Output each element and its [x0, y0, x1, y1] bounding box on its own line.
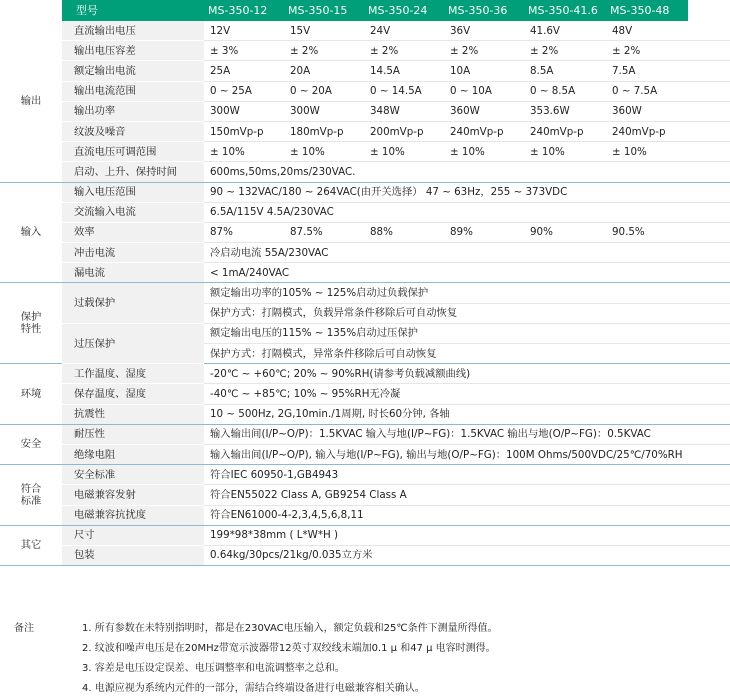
row-label: 电磁兼容发射	[62, 485, 204, 505]
spec-row	[0, 142, 730, 162]
row-label: 输出功率	[62, 101, 204, 121]
value-cell: 240mVp-p	[606, 121, 688, 141]
value-cell: 20A	[284, 61, 364, 81]
value-cell: 360W	[444, 101, 524, 121]
model-label: 型号	[62, 0, 204, 21]
row-label: 抗震性	[62, 404, 204, 424]
value-cell: 87.5%	[284, 222, 364, 242]
value-cell: 0 ~ 20A	[284, 81, 364, 101]
value-cell: ± 10%	[444, 142, 524, 162]
spec-row	[0, 202, 730, 222]
span-cell: 保护方式：打隔模式，异常条件移除后可自动恢复	[204, 344, 730, 364]
spec-row	[0, 283, 730, 303]
value-cell: 7.5A	[606, 61, 688, 81]
span-cell: 额定输出功率的105% ~ 125%启动过负载保护	[204, 283, 730, 303]
value-cell: ± 10%	[204, 142, 284, 162]
row-label: 直流电压可调范围	[62, 142, 204, 162]
row-label: 冲击电流	[62, 243, 204, 263]
model-name: MS-350-41.6	[524, 0, 606, 21]
span-cell: 符合EN61000-4-2,3,4,5,6,8,11	[204, 505, 730, 525]
value-cell: 360W	[606, 101, 688, 121]
value-cell: ± 2%	[606, 41, 688, 61]
row-label: 输出电压容差	[62, 41, 204, 61]
empty-cell	[688, 21, 730, 41]
row-label: 效率	[62, 222, 204, 242]
header-blank	[0, 0, 62, 21]
row-label: 漏电流	[62, 263, 204, 283]
spec-row	[0, 404, 730, 424]
model-name: MS-350-15	[284, 0, 364, 21]
value-cell: 180mVp-p	[284, 121, 364, 141]
span-cell: 6.5A/115V 4.5A/230VAC	[204, 202, 730, 222]
group-title-line: 符合	[20, 482, 42, 495]
span-cell: 保护方式：打隔模式，负载异常条件移除后可自动恢复	[204, 303, 730, 323]
spec-row	[0, 81, 730, 101]
value-cell: 8.5A	[524, 61, 606, 81]
value-cell: 240mVp-p	[524, 121, 606, 141]
value-cell: 200mVp-p	[364, 121, 444, 141]
span-cell: 输入输出间(I/P~O/P), 输入与地(I/P~FG), 输出与地(O/P~FG)：100M Ohms/500VDC/25℃/70%RH	[204, 444, 730, 464]
value-cell: ± 10%	[524, 142, 606, 162]
spec-row	[0, 444, 730, 464]
spec-row	[0, 222, 730, 242]
spec-row	[0, 364, 730, 384]
spec-row	[0, 323, 730, 343]
value-cell: ± 3%	[204, 41, 284, 61]
value-cell: 41.6V	[524, 21, 606, 41]
value-cell: 89%	[444, 222, 524, 242]
value-cell: 90%	[524, 222, 606, 242]
group-title-line: 其它	[20, 539, 42, 552]
value-cell: 0 ~ 10A	[444, 81, 524, 101]
spec-row	[0, 61, 730, 81]
spec-row	[0, 525, 730, 545]
spec-row	[0, 465, 730, 485]
group-title	[0, 364, 62, 425]
span-cell: 冷启动电流 55A/230VAC	[204, 243, 730, 263]
note-item: 2. 纹波和噪声电压是在20MHz带宽示波器带12英寸双绞线末端加0.1 μ 和47 μ 电容时测得。	[82, 643, 496, 654]
spec-row	[0, 384, 730, 404]
span-cell: -40℃ ~ +85℃; 10% ~ 95%RH无冷凝	[204, 384, 730, 404]
group-title-line: 输出	[20, 95, 42, 108]
value-cell: ± 2%	[444, 41, 524, 61]
header-blank	[688, 0, 730, 21]
span-cell: 0.64kg/30pcs/21kg/0.035立方米	[204, 545, 730, 565]
group-title-line: 输入	[20, 226, 42, 239]
spec-row	[0, 545, 730, 565]
value-cell: 0 ~ 14.5A	[364, 81, 444, 101]
value-cell: 300W	[284, 101, 364, 121]
row-label: 包装	[62, 545, 204, 565]
span-cell: 输入输出间(I/P~O/P)：1.5KVAC 输入与地(I/P~FG)：1.5KVAC 输出与地(O/P~FG)：0.5KVAC	[204, 424, 730, 444]
span-cell: 符合IEC 60950-1,GB4943	[204, 465, 730, 485]
empty-cell	[688, 81, 730, 101]
value-cell: 12V	[204, 21, 284, 41]
row-label: 耐压性	[62, 424, 204, 444]
row-label: 纹波及噪音	[62, 121, 204, 141]
span-cell: 199*98*38mm ( L*W*H )	[204, 525, 730, 545]
value-cell: 48V	[606, 21, 688, 41]
row-label: 额定输出电流	[62, 61, 204, 81]
model-name: MS-350-36	[444, 0, 524, 21]
note-item: 1. 所有参数在未特别指明时，都是在230VAC电压输入，额定负载和25℃条件下测量所得值。	[82, 623, 498, 634]
note-item: 4. 电源应视为系统内元件的一部分，需结合终端设备进行电磁兼容相关确认。	[82, 683, 425, 694]
value-cell: 24V	[364, 21, 444, 41]
value-cell: 10A	[444, 61, 524, 81]
header-row	[0, 0, 730, 21]
group-title	[0, 525, 62, 565]
value-cell: 150mVp-p	[204, 121, 284, 141]
empty-cell	[688, 121, 730, 141]
value-cell: 348W	[364, 101, 444, 121]
model-name: MS-350-12	[204, 0, 284, 21]
value-cell: 300W	[204, 101, 284, 121]
value-cell: 36V	[444, 21, 524, 41]
row-label: 交流输入电流	[62, 202, 204, 222]
row-label: 保存温度、湿度	[62, 384, 204, 404]
notes-title: 备注	[14, 623, 34, 634]
note-item: 3. 容差是电压设定误差、电压调整率和电流调整率之总和。	[82, 663, 345, 674]
span-cell: 90 ~ 132VAC/180 ~ 264VAC(由开关选择） 47 ~ 63Hz，255 ~ 373VDC	[204, 182, 730, 202]
group-title	[0, 283, 62, 364]
span-cell: < 1mA/240VAC	[204, 263, 730, 283]
row-label: 启动、上升、保持时间	[62, 162, 204, 182]
group-title	[0, 465, 62, 526]
value-cell: ± 2%	[524, 41, 606, 61]
spec-row	[0, 41, 730, 61]
group-title-line: 安全	[20, 438, 42, 451]
value-cell: 0 ~ 8.5A	[524, 81, 606, 101]
spec-row	[0, 121, 730, 141]
spec-row	[0, 263, 730, 283]
span-cell: 10 ~ 500Hz, 2G,10min./1周期, 时长60分钟, 各轴	[204, 404, 730, 424]
group-title-line: 环境	[20, 387, 42, 400]
row-label: 过载保护	[62, 283, 204, 323]
row-label: 绝缘电阻	[62, 444, 204, 464]
spec-row	[0, 424, 730, 444]
span-cell: 符合EN55022 Class A, GB9254 Class A	[204, 485, 730, 505]
spec-row	[0, 182, 730, 202]
model-name: MS-350-48	[606, 0, 688, 21]
spec-row	[0, 243, 730, 263]
empty-cell	[688, 222, 730, 242]
value-cell: 353.6W	[524, 101, 606, 121]
group-title-line: 保护	[20, 311, 42, 324]
value-cell: ± 10%	[364, 142, 444, 162]
row-label: 安全标准	[62, 465, 204, 485]
row-label: 工作温度、湿度	[62, 364, 204, 384]
empty-cell	[688, 101, 730, 121]
span-cell: -20℃ ~ +60℃; 20% ~ 90%RH(请参考负载减额曲线)	[204, 364, 730, 384]
empty-cell	[688, 41, 730, 61]
group-title	[0, 21, 62, 182]
group-title	[0, 424, 62, 464]
span-cell: 额定输出电压的115% ~ 135%启动过压保护	[204, 323, 730, 343]
value-cell: 0 ~ 7.5A	[606, 81, 688, 101]
value-cell: 14.5A	[364, 61, 444, 81]
spec-row	[0, 101, 730, 121]
row-label: 电磁兼容抗扰度	[62, 505, 204, 525]
spec-row	[0, 162, 730, 182]
value-cell: 90.5%	[606, 222, 688, 242]
spec-row	[0, 485, 730, 505]
row-label: 输出电流范围	[62, 81, 204, 101]
value-cell: ± 2%	[364, 41, 444, 61]
value-cell: ± 10%	[284, 142, 364, 162]
row-label: 直流输出电压	[62, 21, 204, 41]
empty-cell	[688, 142, 730, 162]
spec-row	[0, 21, 730, 41]
value-cell: ± 10%	[606, 142, 688, 162]
spec-row	[0, 505, 730, 525]
value-cell: ± 2%	[284, 41, 364, 61]
group-title-line: 特性	[20, 323, 42, 336]
value-cell: 88%	[364, 222, 444, 242]
value-cell: 0 ~ 25A	[204, 81, 284, 101]
model-name: MS-350-24	[364, 0, 444, 21]
group-title-line: 标准	[20, 494, 42, 507]
value-cell: 25A	[204, 61, 284, 81]
value-cell: 15V	[284, 21, 364, 41]
span-cell: 600ms,50ms,20ms/230VAC.	[204, 162, 730, 182]
row-label: 输入电压范围	[62, 182, 204, 202]
value-cell: 87%	[204, 222, 284, 242]
value-cell: 240mVp-p	[444, 121, 524, 141]
row-label: 过压保护	[62, 323, 204, 363]
row-label: 尺寸	[62, 525, 204, 545]
group-title	[0, 182, 62, 283]
empty-cell	[688, 61, 730, 81]
